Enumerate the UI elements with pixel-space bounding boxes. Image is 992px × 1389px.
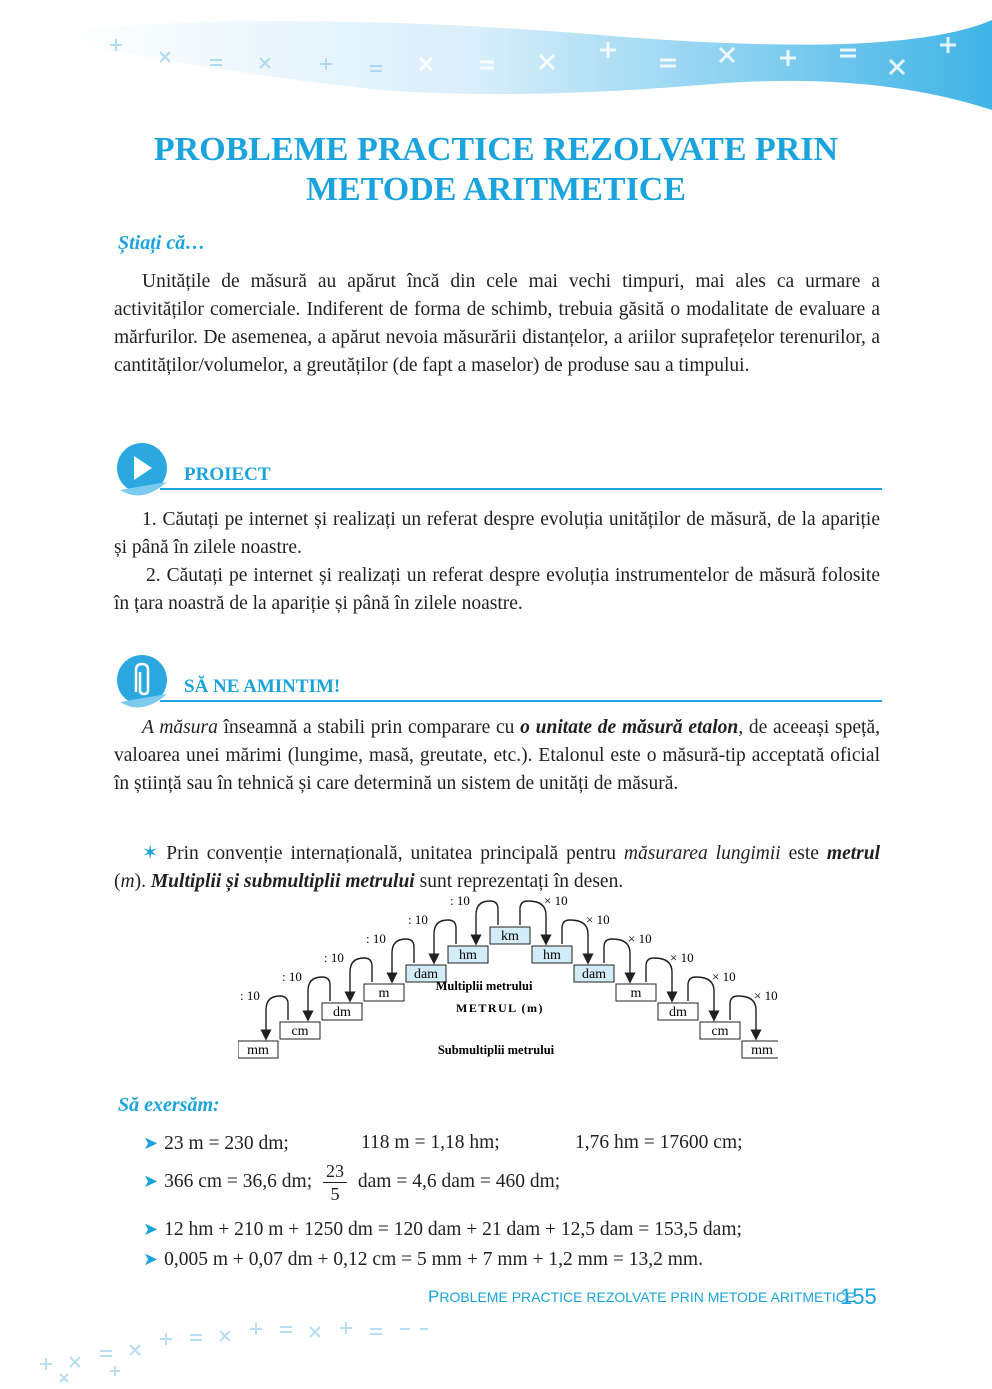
amintim-heading: SĂ NE AMINTIM! [184, 676, 341, 697]
unit-label: hm [459, 948, 477, 963]
exercise-3: 12 hm + 210 m + 1250 dm = 120 dam + 21 dam + 12,5 dam = 153,5 dam; [164, 1219, 742, 1240]
divide-by-10-label: : 10 [324, 950, 344, 965]
footer-pattern [0, 1279, 480, 1389]
unit-label: dm [333, 1005, 351, 1020]
divide-by-10-label: : 10 [408, 912, 428, 927]
multiply-by-10-label: × 10 [754, 988, 778, 1003]
exercise-2a: 366 cm = 36,6 dm; [164, 1170, 313, 1192]
multiply-by-10-label: × 10 [586, 912, 610, 927]
amintim-header [112, 650, 882, 706]
term-metrul: metrul [826, 843, 880, 864]
amintim-definition [114, 714, 880, 798]
divide-by-10-label: : 10 [366, 931, 386, 946]
exercise-1b: 118 m = 1,18 hm; [361, 1132, 500, 1153]
footer-title: ROBLEME PRACTICE REZOLVATE PRIN METODE ARITMETICE [439, 1289, 856, 1305]
unit-label: mm [247, 1043, 269, 1058]
arrow-bullet-icon: ➤ [143, 1133, 159, 1153]
metrul-text-1: Prin convenție internațională, unitatea principală pentru [158, 843, 624, 864]
term-multiplii-submultiplii: Multiplii și submultiplii metrului [150, 871, 415, 892]
arrow-bullet-icon: ➤ [143, 1249, 159, 1269]
term-masurarea-lungimii: măsurarea lungimii [623, 843, 781, 864]
exercise-row [143, 1160, 742, 1210]
unit-label: m [378, 986, 390, 1001]
multiply-by-10-label: × 10 [628, 931, 652, 946]
arrow-bullet-icon: ➤ [143, 1219, 159, 1239]
unit-label: cm [711, 1024, 729, 1039]
def-text-2: , de aceeași speță, valoarea unei mărimi (lungime, masă, greutate, etc.). Etalonul este o măsură-tip acceptată oficial în știință sau în tehnică și care determină un sistem de unități de măsură. [114, 717, 880, 794]
title-line-1: PROBLEME PRACTICE REZOLVATE PRIN [153, 131, 839, 168]
arrow-bullet-icon: ➤ [143, 1170, 159, 1191]
def-text-1: înseamnă a stabili prin comparare cu [217, 717, 521, 738]
units-staircase-diagram [238, 896, 778, 1082]
exercise-row [143, 1244, 742, 1274]
multiplii-label: Multiplii metrului [435, 979, 533, 993]
star-icon: ✶ [142, 843, 159, 864]
exercise-1a: 23 m = 230 dm; [164, 1133, 289, 1154]
amintim-metrul [114, 840, 880, 896]
header-banner [0, 0, 992, 120]
submultiplii-label: Submultiplii metrului [437, 1043, 555, 1057]
unit-label: cm [291, 1024, 309, 1039]
unit-label: dam [413, 967, 439, 982]
proiect-item-1: 1. Căutați pe internet și realizați un referat despre evoluția unităților de măsură, de la apariție și până în zilele noastre. [114, 509, 880, 558]
fraction-denominator: 5 [330, 1184, 340, 1204]
proiect-item-2: 2. Căutați pe internet și realizați un referat despre evoluția instrumentelor de măsură folosite în țara noastră de la apariție și până în zilele noastre. [114, 565, 880, 614]
multiply-by-10-label: × 10 [544, 896, 568, 908]
fraction-numerator: 23 [323, 1160, 347, 1183]
footer-cap: P [428, 1287, 440, 1306]
stiati-text: Unitățile de măsură au apărut încă din cele mai vechi timpuri, mai ales ca urmare a activităților comerciale. Indiferent de forma de schimb, trebuia găsită o modalitate de evaluare a mărfurilor. De asemenea, a apărut nevoia măsurării distanțelor, a ariilor suprafețelor terenurilor, a cantităților/volumelor, a greutăților (de fapt a maselor) de produse sau a timpului. [114, 271, 880, 376]
unit-label: dm [669, 1005, 687, 1020]
term-unitate-etalon: o unitate de măsură etalon [520, 717, 739, 738]
multiply-by-10-label: × 10 [670, 950, 694, 965]
proiect-items [114, 506, 880, 618]
exercise-1c: 1,76 hm = 17600 cm; [575, 1132, 743, 1153]
exersam-heading: Să exersăm: [118, 1094, 220, 1116]
divide-by-10-label: : 10 [282, 969, 302, 984]
metrul-text-2: este [780, 843, 827, 864]
page-title [80, 130, 912, 210]
unit-label: km [501, 929, 519, 944]
unit-label: dam [581, 967, 607, 982]
footer-running-title [428, 1287, 855, 1307]
term-m: m [120, 871, 135, 892]
proiect-header [112, 438, 882, 494]
unit-label: hm [543, 948, 561, 963]
metrul-label: METRUL (m) [456, 1001, 544, 1015]
metrul-text-5: sunt reprezentați în desen. [414, 871, 624, 892]
stiati-paragraph [114, 268, 880, 380]
stiati-heading: Știați că… [118, 232, 206, 254]
term-a-masura: A măsura [142, 717, 218, 738]
metrul-text-3: ( [114, 871, 121, 892]
exercise-4: 0,005 m + 0,07 dm + 0,12 cm = 5 mm + 7 mm + 1,2 mm = 13,2 mm. [164, 1249, 703, 1270]
proiect-heading: PROIECT [184, 464, 271, 485]
exercise-list [143, 1128, 742, 1274]
exercise-row [143, 1128, 742, 1158]
page-number: 155 [840, 1284, 877, 1309]
unit-label: m [630, 986, 642, 1001]
divide-by-10-label: : 10 [450, 896, 470, 908]
fraction [323, 1160, 347, 1205]
title-line-2: METODE ARITMETICE [305, 171, 687, 208]
divide-by-10-label: : 10 [240, 988, 260, 1003]
metrul-text-4: ). [134, 871, 151, 892]
unit-label: mm [751, 1043, 773, 1058]
exercise-row [143, 1214, 742, 1244]
multiply-by-10-label: × 10 [712, 969, 736, 984]
exercise-2b: dam = 4,6 dam = 460 dm; [357, 1170, 561, 1192]
